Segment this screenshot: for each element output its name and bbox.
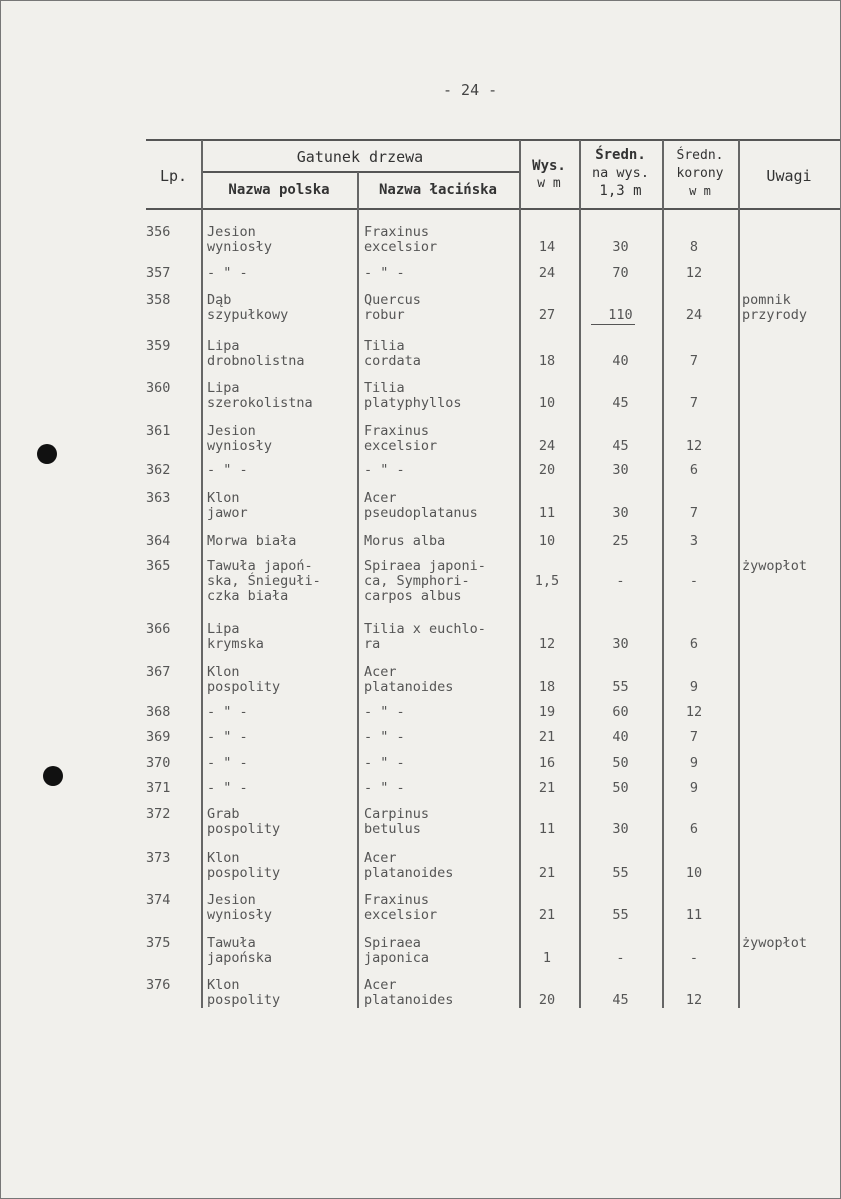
lp-cell: 357 bbox=[146, 265, 171, 281]
diameter-cell: 30 bbox=[612, 239, 629, 255]
crown-cell: 12 bbox=[685, 265, 703, 281]
diameter-cell: 70 bbox=[612, 265, 629, 281]
height-cell: 21 bbox=[538, 729, 556, 745]
header-gatunek: Gatunek drzewa bbox=[296, 148, 424, 166]
latin-name-cell: Fraxinus excelsior bbox=[364, 224, 438, 255]
polish-name-cell: Lipa szerokolistna bbox=[207, 380, 313, 411]
crown-cell: 9 bbox=[689, 780, 699, 796]
latin-name-cell: Carpinus betulus bbox=[364, 806, 430, 837]
height-cell: 14 bbox=[538, 239, 556, 255]
crown-cell: - bbox=[689, 950, 699, 966]
crown-cell: 9 bbox=[689, 755, 699, 771]
latin-name-cell: - " - bbox=[364, 755, 405, 771]
diameter-cell: 45 bbox=[612, 395, 629, 411]
table-top-rule bbox=[146, 139, 840, 141]
polish-name-cell: Grab pospolity bbox=[207, 806, 281, 837]
latin-name-cell: Acer platanoides bbox=[364, 850, 454, 881]
crown-cell: 24 bbox=[685, 307, 703, 323]
latin-name-cell: Tilia x euchlo- ra bbox=[364, 621, 486, 652]
latin-name-cell: Acer pseudoplatanus bbox=[364, 490, 478, 521]
latin-name-cell: Spiraea japonica bbox=[364, 935, 430, 966]
diameter-cell: 110 bbox=[608, 307, 633, 323]
polish-name-cell: - " - bbox=[207, 462, 248, 478]
latin-name-cell: Acer platanoides bbox=[364, 977, 454, 1008]
polish-name-cell: Dąb szypułkowy bbox=[207, 292, 289, 323]
polish-name-cell: Jesion wyniosły bbox=[207, 224, 273, 255]
height-cell: 24 bbox=[538, 265, 556, 281]
diameter-cell: 30 bbox=[612, 636, 629, 652]
height-cell: 21 bbox=[538, 907, 556, 923]
height-cell: 19 bbox=[538, 704, 556, 720]
diameter-cell: 30 bbox=[612, 821, 629, 837]
height-cell: 20 bbox=[538, 462, 556, 478]
diameter-cell: 40 bbox=[612, 729, 629, 745]
height-cell: 27 bbox=[538, 307, 556, 323]
header-srednica: Średn. bbox=[595, 147, 646, 163]
remarks-cell: żywopłot bbox=[742, 558, 808, 574]
polish-name-cell: - " - bbox=[207, 704, 248, 720]
diameter-cell: 50 bbox=[612, 755, 629, 771]
crown-cell: 9 bbox=[689, 679, 699, 695]
polish-name-cell: Tawuła japońska bbox=[207, 935, 273, 966]
latin-name-cell: Quercus robur bbox=[364, 292, 421, 323]
header-srednica-wys: na wys. bbox=[592, 165, 649, 181]
diameter-cell: 30 bbox=[612, 462, 629, 478]
height-cell: 10 bbox=[538, 533, 556, 549]
height-cell: 12 bbox=[538, 636, 556, 652]
crown-cell: 7 bbox=[689, 505, 699, 521]
polish-name-cell: Klon pospolity bbox=[207, 850, 281, 881]
lp-cell: 366 bbox=[146, 621, 171, 637]
crown-cell: 11 bbox=[685, 907, 703, 923]
latin-name-cell: - " - bbox=[364, 729, 405, 745]
header-nazwa-lacinska: Nazwa łacińska bbox=[378, 182, 497, 198]
height-cell: 21 bbox=[538, 865, 556, 881]
lp-cell: 376 bbox=[146, 977, 171, 993]
lp-cell: 362 bbox=[146, 462, 171, 478]
height-cell: 18 bbox=[538, 353, 556, 369]
header-wys-unit: w m bbox=[537, 176, 561, 191]
height-cell: 1 bbox=[542, 950, 552, 966]
latin-name-cell: Tilia cordata bbox=[364, 338, 421, 369]
polish-name-cell: Tawuła japoń- ska, Śniegułi- czka biała bbox=[207, 558, 321, 604]
polish-name-cell: Lipa krymska bbox=[207, 621, 264, 652]
latin-name-cell: - " - bbox=[364, 704, 405, 720]
polish-name-cell: - " - bbox=[207, 755, 248, 771]
polish-name-cell: - " - bbox=[207, 265, 248, 281]
header-wys: Wys. bbox=[532, 158, 566, 174]
crown-cell: 3 bbox=[689, 533, 699, 549]
latin-name-cell: - " - bbox=[364, 265, 405, 281]
diameter-cell: 50 bbox=[612, 780, 629, 796]
diameter-cell: 60 bbox=[612, 704, 629, 720]
latin-name-cell: Fraxinus excelsior bbox=[364, 892, 438, 923]
diameter-cell: 45 bbox=[612, 992, 629, 1008]
crown-cell: 12 bbox=[685, 992, 703, 1008]
crown-cell: 10 bbox=[685, 865, 703, 881]
polish-name-cell: Jesion wyniosły bbox=[207, 423, 273, 454]
page-number: - 24 - bbox=[443, 81, 498, 99]
gatunek-rule bbox=[201, 171, 519, 173]
latin-name-cell: Morus alba bbox=[364, 533, 446, 549]
crown-cell: 6 bbox=[689, 636, 699, 652]
header-korony: Średn. bbox=[676, 148, 724, 163]
lp-cell: 371 bbox=[146, 780, 171, 796]
crown-cell: 8 bbox=[689, 239, 699, 255]
polish-name-cell: - " - bbox=[207, 729, 248, 745]
underline-mark bbox=[591, 324, 635, 325]
punch-hole bbox=[37, 444, 57, 464]
header-korony-unit: w m bbox=[689, 184, 711, 198]
diameter-cell: 55 bbox=[612, 679, 629, 695]
column-rule bbox=[201, 140, 203, 1008]
header-bottom-rule bbox=[146, 208, 840, 210]
height-cell: 18 bbox=[538, 679, 556, 695]
polish-name-cell: Klon pospolity bbox=[207, 664, 281, 695]
header-nazwa-polska: Nazwa polska bbox=[228, 182, 330, 198]
lp-cell: 356 bbox=[146, 224, 171, 240]
height-cell: 21 bbox=[538, 780, 556, 796]
polish-name-cell: Morwa biała bbox=[207, 533, 297, 549]
lp-cell: 369 bbox=[146, 729, 171, 745]
lp-cell: 374 bbox=[146, 892, 171, 908]
punch-hole bbox=[43, 766, 63, 786]
latin-name-cell: Tilia platyphyllos bbox=[364, 380, 462, 411]
remarks-cell: pomnik przyrody bbox=[742, 292, 808, 323]
diameter-cell: - bbox=[616, 573, 625, 589]
height-cell: 11 bbox=[538, 505, 556, 521]
lp-cell: 358 bbox=[146, 292, 171, 308]
latin-name-cell: - " - bbox=[364, 462, 405, 478]
crown-cell: 6 bbox=[689, 462, 699, 478]
latin-name-cell: Spiraea japoni- ca, Symphori- carpos albus bbox=[364, 558, 486, 604]
diameter-cell: 45 bbox=[612, 438, 629, 454]
lp-cell: 364 bbox=[146, 533, 171, 549]
lp-cell: 367 bbox=[146, 664, 171, 680]
polish-name-cell: Lipa drobnolistna bbox=[207, 338, 305, 369]
header-uwagi: Uwagi bbox=[766, 167, 812, 185]
lp-cell: 373 bbox=[146, 850, 171, 866]
height-cell: 1,5 bbox=[534, 573, 560, 589]
latin-name-cell: Acer platanoides bbox=[364, 664, 454, 695]
column-rule bbox=[738, 140, 740, 1008]
polish-name-cell: Klon pospolity bbox=[207, 977, 281, 1008]
crown-cell: 7 bbox=[689, 353, 699, 369]
header-korony-2: korony bbox=[676, 166, 724, 181]
polish-name-cell: - " - bbox=[207, 780, 248, 796]
diameter-cell: 25 bbox=[612, 533, 629, 549]
latin-name-cell: - " - bbox=[364, 780, 405, 796]
lp-cell: 363 bbox=[146, 490, 171, 506]
height-cell: 10 bbox=[538, 395, 556, 411]
lp-cell: 360 bbox=[146, 380, 171, 396]
polish-name-cell: Jesion wyniosły bbox=[207, 892, 273, 923]
height-cell: 24 bbox=[538, 438, 556, 454]
diameter-cell: 55 bbox=[612, 865, 629, 881]
lp-cell: 359 bbox=[146, 338, 171, 354]
latin-name-cell: Fraxinus excelsior bbox=[364, 423, 438, 454]
lp-cell: 375 bbox=[146, 935, 171, 951]
header-lp: Lp. bbox=[159, 167, 188, 185]
diameter-cell: 30 bbox=[612, 505, 629, 521]
diameter-cell: 55 bbox=[612, 907, 629, 923]
diameter-cell: - bbox=[616, 950, 625, 966]
crown-cell: 6 bbox=[689, 821, 699, 837]
crown-cell: 7 bbox=[689, 395, 699, 411]
height-cell: 16 bbox=[538, 755, 556, 771]
crown-cell: - bbox=[689, 573, 699, 589]
polish-name-cell: Klon jawor bbox=[207, 490, 248, 521]
diameter-cell: 40 bbox=[612, 353, 629, 369]
crown-cell: 12 bbox=[685, 438, 703, 454]
crown-cell: 12 bbox=[685, 704, 703, 720]
lp-cell: 372 bbox=[146, 806, 171, 822]
lp-cell: 368 bbox=[146, 704, 171, 720]
crown-cell: 7 bbox=[689, 729, 699, 745]
lp-cell: 361 bbox=[146, 423, 171, 439]
header-srednica-unit: 1,3 m bbox=[599, 183, 642, 199]
remarks-cell: żywopłot bbox=[742, 935, 808, 951]
height-cell: 11 bbox=[538, 821, 556, 837]
lp-cell: 370 bbox=[146, 755, 171, 771]
column-rule bbox=[357, 172, 359, 1008]
height-cell: 20 bbox=[538, 992, 556, 1008]
lp-cell: 365 bbox=[146, 558, 171, 574]
